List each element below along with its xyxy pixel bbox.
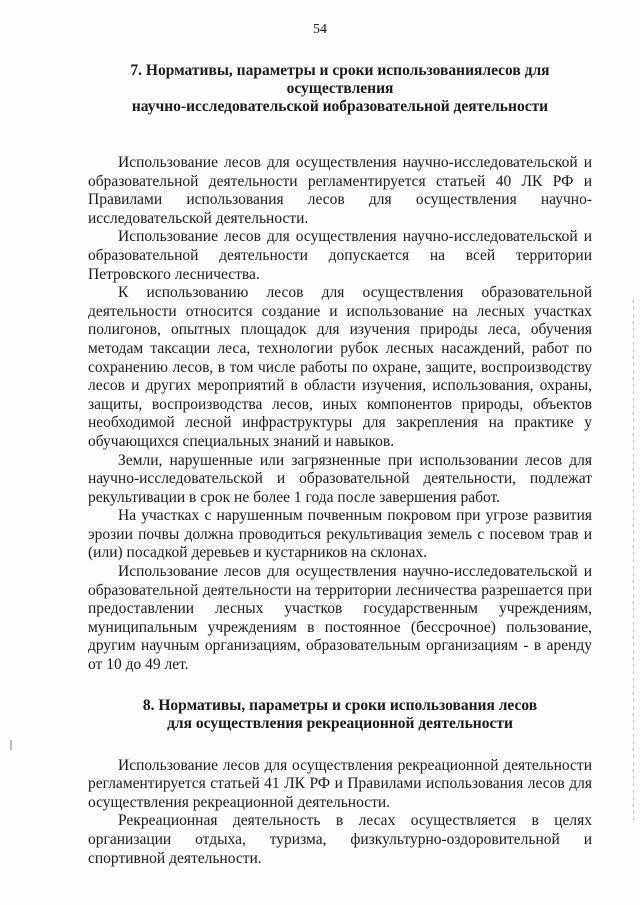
section-8-heading <box>88 697 592 733</box>
page-number: 54 <box>313 22 327 37</box>
section-7-heading-line-2: научно-исследовательской иобразовательной деятельности <box>131 98 549 115</box>
section-7-heading <box>88 62 592 116</box>
section-7-paragraph-2: Использование лесов для осуществления научно-исследовательской и образовательной деятельности допускается на всей территории Петровского лесничества. <box>88 228 592 283</box>
scan-edge-artifact <box>633 300 634 820</box>
section-8-heading-line-1: 8. Нормативы, параметры и сроки использования лесов <box>142 696 538 714</box>
section-7-paragraph-6: Использование лесов для осуществления научно-исследовательской и образовательной деятельности на территории лесничества разрешается при предоставлении лесных участков государственным учреждениям, муниципальным учреждениям в постоянное (бессрочное) пользование, другим научным организациям, образовательным организациям - в аренду от 10 до 49 лет. <box>88 563 592 674</box>
section-7-paragraph-3: К использованию лесов для осуществления образовательной деятельности относится создание и использование на лесных участках полигонов, опытных площадок для изучения природы леса, обучения методам таксации леса, технологии рубок лесных насаждений, работ по сохранению лесов, в том числе работы по охране, защите, воспроизводству лесов и других мероприятий в области изучения, использования, охраны, защиты, воспроизводства лесов, иных компонентов природы, объектов необходимой лесной инфраструктуры для закрепления на практике у обучающихся специальных знаний и навыков. <box>88 284 592 450</box>
section-8-paragraph-1: Использование лесов для осуществления рекреационной деятельности регламентируется статьей 41 ЛК РФ и Правилами использования лесов для осуществления рекреационной деятельности. <box>88 756 592 811</box>
section-7-paragraph-1: Использование лесов для осуществления научно-исследовательской и образовательной деятельности регламентируется статьей 40 ЛК РФ и Правилами использования лесов для осуществления научно-исследовательской деятельности. <box>88 154 592 227</box>
section-7-heading-line-1: 7. Нормативы, параметры и сроки использованиялесов для осуществления <box>130 62 550 97</box>
scan-mark-artifact <box>10 740 12 750</box>
section-7-paragraph-5: На участках с нарушенным почвенным покровом при угрозе развития эрозии почвы должна проводиться рекультивация земель с посевом трав и (или) посадкой деревьев и кустарников на склонах. <box>88 507 592 562</box>
section-8-paragraph-2: Рекреационная деятельность в лесах осуществляется в целях организации отдыха, туризма, физкультурно-оздоровительной и спортивной деятельности. <box>88 812 592 867</box>
section-7-paragraph-4: Земли, нарушенные или загрязненные при использовании лесов для научно-исследовательской и образовательной деятельности, подлежат рекультивации в срок не более 1 года после завершения работ. <box>88 451 592 506</box>
section-8-heading-line-2: для осуществления рекреационной деятельности <box>167 714 513 732</box>
page-content <box>88 62 592 868</box>
